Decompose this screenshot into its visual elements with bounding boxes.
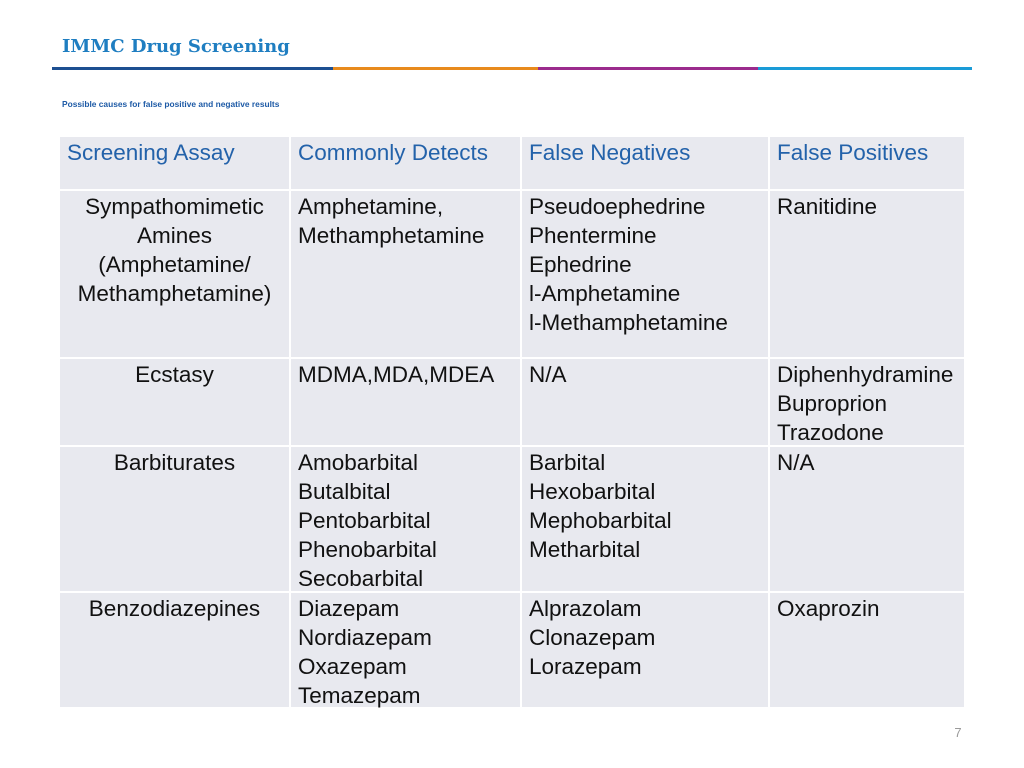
table-cell-false-negatives bbox=[522, 359, 768, 445]
drug-name: Pseudoephedrine bbox=[529, 194, 706, 219]
table-cell-false-negatives bbox=[522, 447, 768, 591]
page-number: 7 bbox=[954, 725, 962, 740]
drug-name: Phenobarbital bbox=[298, 537, 437, 562]
drug-screening-table bbox=[60, 137, 964, 707]
drug-name: Butalbital bbox=[298, 479, 391, 504]
table-cell-false-negatives bbox=[522, 593, 768, 707]
accent-segment-navy bbox=[52, 67, 333, 70]
table-cell-assay bbox=[60, 593, 289, 707]
drug-name: Barbital bbox=[529, 450, 606, 475]
table-cell-false-positives bbox=[770, 447, 964, 591]
drug-name: Metharbital bbox=[529, 537, 641, 562]
drug-name: Amobarbital bbox=[298, 450, 419, 475]
drug-name: Trazodone bbox=[777, 420, 884, 445]
table-cell-commonly-detects bbox=[291, 593, 520, 707]
drug-name: Buproprion bbox=[777, 391, 888, 416]
table-cell-false-positives bbox=[770, 593, 964, 707]
drug-name: Mephobarbital bbox=[529, 508, 672, 533]
drug-name: Ephedrine bbox=[529, 252, 632, 277]
drug-name: Diazepam bbox=[298, 596, 400, 621]
drug-name: Oxazepam bbox=[298, 654, 407, 679]
drug-name: Alprazolam bbox=[529, 596, 642, 621]
drug-name: Amphetamine, Methamphetamine bbox=[298, 194, 485, 248]
table-cell-commonly-detects bbox=[291, 191, 520, 357]
column-header-commonly-detects: Commonly Detects bbox=[291, 137, 520, 189]
slide-title: IMMC Drug Screening bbox=[62, 36, 290, 57]
table-cell-assay bbox=[60, 191, 289, 357]
assay-label: Barbiturates bbox=[113, 450, 236, 475]
column-header-screening-assay: Screening Assay bbox=[60, 137, 289, 189]
table-cell-false-negatives bbox=[522, 191, 768, 357]
accent-bar bbox=[52, 67, 972, 70]
table-cell-false-positives bbox=[770, 359, 964, 445]
drug-name: N/A bbox=[529, 362, 567, 387]
drug-name: Oxaprozin bbox=[777, 596, 880, 621]
assay-label: Sympathomimetic Amines (Amphetamine/ Methamphetamine) bbox=[77, 194, 272, 306]
column-header-false-positives: False Positives bbox=[770, 137, 964, 189]
drug-name: Pentobarbital bbox=[298, 508, 431, 533]
drug-name: Nordiazepam bbox=[298, 625, 432, 650]
table-cell-assay bbox=[60, 447, 289, 591]
drug-name: Clonazepam bbox=[529, 625, 656, 650]
table-cell-assay bbox=[60, 359, 289, 445]
assay-label: Benzodiazepines bbox=[88, 596, 261, 621]
drug-name: Hexobarbital bbox=[529, 479, 656, 504]
assay-label: Ecstasy bbox=[135, 362, 214, 387]
drug-name: MDMA,MDA,MDEA bbox=[298, 362, 495, 387]
drug-name: Diphenhydramine bbox=[777, 362, 954, 387]
drug-name: Secobarbital bbox=[298, 566, 424, 591]
drug-name: l-Methamphetamine bbox=[529, 310, 728, 335]
accent-segment-orange bbox=[333, 67, 538, 70]
table-cell-false-positives bbox=[770, 191, 964, 357]
drug-name: l-Amphetamine bbox=[529, 281, 681, 306]
accent-segment-blue bbox=[758, 67, 972, 70]
table-cell-commonly-detects bbox=[291, 447, 520, 591]
slide-subtitle: Possible causes for false positive and negative results bbox=[62, 99, 280, 109]
drug-name: Temazepam bbox=[298, 683, 421, 708]
accent-segment-purple bbox=[538, 67, 758, 70]
drug-name: Lorazepam bbox=[529, 654, 642, 679]
drug-name: Ranitidine bbox=[777, 194, 878, 219]
drug-name: N/A bbox=[777, 450, 815, 475]
column-header-false-negatives: False Negatives bbox=[522, 137, 768, 189]
table-cell-commonly-detects bbox=[291, 359, 520, 445]
drug-name: Phentermine bbox=[529, 223, 657, 248]
